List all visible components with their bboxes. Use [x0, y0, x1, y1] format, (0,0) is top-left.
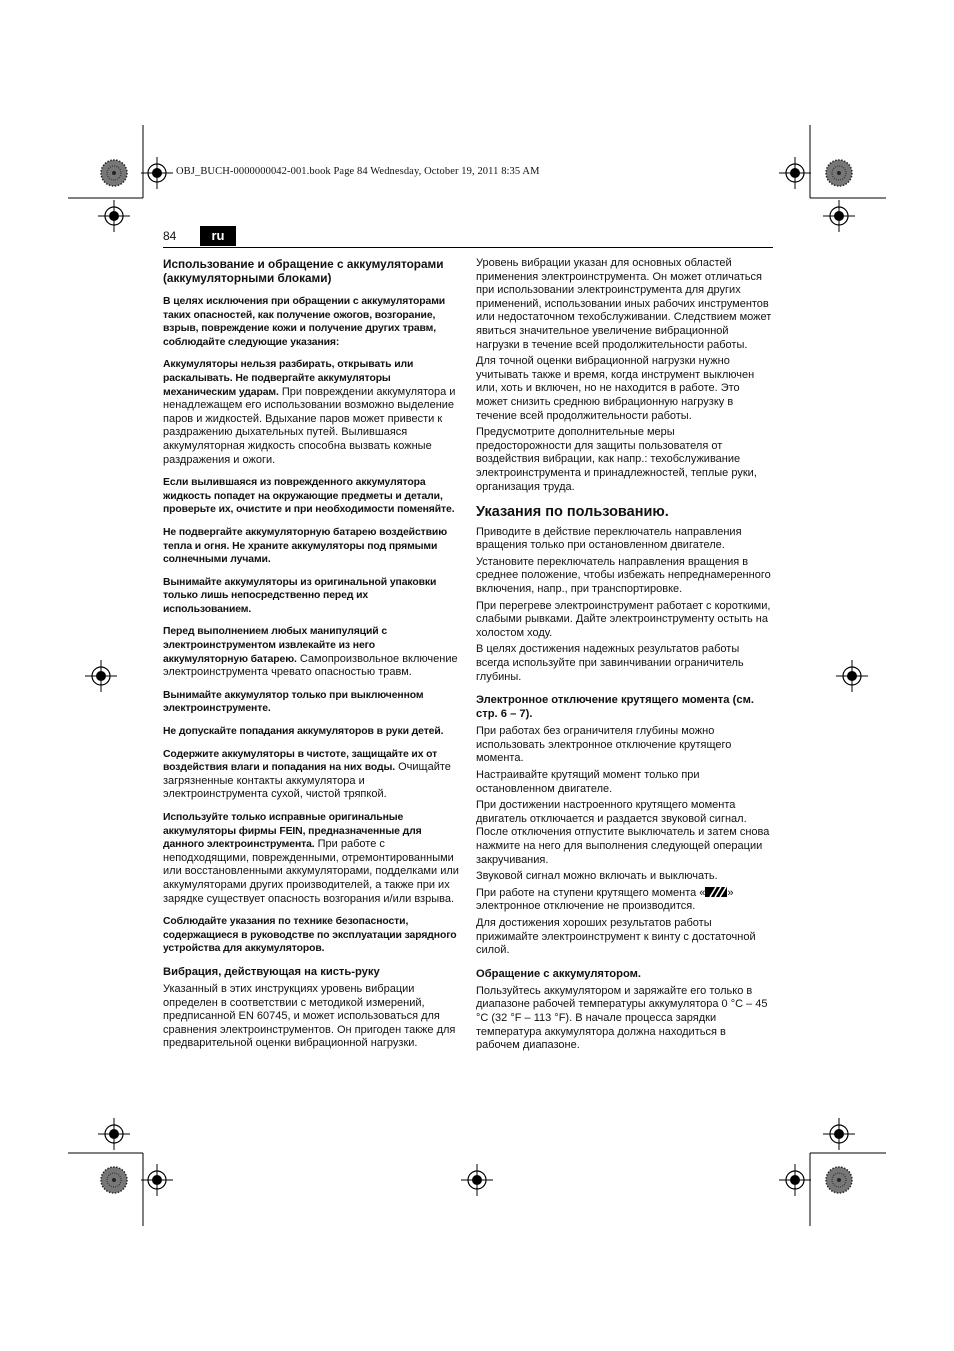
vibration-paragraph-1: Уровень вибрации указан для основных областей применения электроинструмента. Он может отличаться при использовании электроинструмента для других применений, использовании иных рабочих инструментов или недостаточном техобслуживании. Следствием может явиться значительное увеличение вибрационной нагрузки в течение всей продолжительности работы.: [476, 257, 772, 351]
paragraph-7: Не допускайте попадания аккумуляторов в руки детей.: [163, 726, 444, 738]
paragraph-3: Не подвергайте аккумуляторную батарею воздействию тепла и огня. Не храните аккумуляторы под прямыми солнечными лучами.: [163, 526, 447, 566]
paragraph-9: Используйте только исправные оригинальные аккумуляторы фирмы FEIN, предназначенные для данного электроинструмента. При работе с неподходящими, поврежденными, отремонтированными или восстановленными аккумуляторами, подделками или аккумуляторами других производителей, а также при их зарядке существует опасность возгорания и/или взрыва.: [163, 812, 459, 905]
vibration-paragraph-3: Предусмотрите дополнительные меры предосторожности для защиты пользователя от воздействия вибрации, как напр.: техобслуживание электроинструмента и принадлежностей, теплые руки, организация труда.: [476, 426, 757, 493]
registration-mark-icon: [779, 1164, 811, 1196]
registration-mark-icon: [141, 157, 173, 189]
paragraph-5: Перед выполнением любых манипуляций с электроинструментом извлекайте из него аккумуляторную батарею. Самопроизвольное включение электроинструмента чревато опасностью травм.: [163, 626, 458, 679]
paragraph-4: Вынимайте аккумуляторы из оригинальной упаковки только лишь непосредственно перед их использованием.: [163, 576, 437, 615]
color-wheel-icon: [101, 160, 127, 186]
battery-heading: Обращение с аккумулятором.: [476, 967, 642, 980]
intro-paragraph: В целях исключения при обращении с аккумуляторами таких опасностей, как получение ожогов, возгорание, взрыв, повреждение кожи и получение других травм, соблюдайте следующие указания:: [163, 296, 446, 348]
paragraph-8: Содержите аккумуляторы в чистоте, защищайте их от воздействия влаги и попадания на них воды. Очищайте загрязненные контакты аккумулятора и электроинструмента сухой, чистой тряпкой.: [163, 748, 451, 801]
paragraph-2: Если вылившаяся из поврежденного аккумулятора жидкость попадет на окружающие предметы и детали, проверьте их, очистите и при необходимости поменяйте.: [163, 477, 455, 516]
registration-mark-icon: [823, 1118, 855, 1150]
usage-paragraph-1: Приводите в действие переключатель направления вращения только при остановленном двигателе.: [476, 525, 742, 552]
registration-mark-icon: [779, 157, 811, 189]
torque-paragraph-2: Настраивайте крутящий момент только при остановленном двигателе.: [476, 769, 700, 795]
vibration-text: Указанный в этих инструкциях уровень вибрации определен в соответствии с методикой измерений, предписанной EN 60745, и может использоваться для сравнения электроинструментов. Он пригоден также для предварительной оценки вибрационной нагрузки.: [163, 982, 456, 1050]
battery-paragraph: Пользуйтесь аккумулятором и заряжайте его только в диапазоне рабочей температуры аккумулятора 0 °C – 45 °C (32 °F – 113 °F). В начале процесса зарядки температура аккумулятора должна находиться в рабочем диапазоне.: [476, 984, 768, 1052]
registration-mark-icon: [461, 1164, 493, 1196]
registration-mark-icon: [836, 660, 868, 692]
torque-stage-icon: [705, 887, 727, 897]
paragraph-10: Соблюдайте указания по технике безопасности, содержащиеся в руководстве по эксплуатации зарядного устройства для аккумуляторов.: [163, 916, 457, 955]
right-column: [476, 257, 772, 1056]
torque-paragraph-1: При работах без ограничителя глубины можно использовать электронное отключение крутящего момента.: [476, 725, 732, 765]
torque-paragraph-6: Для достижения хороших результатов работы прижимайте электроинструмент к винту с достаточной силой.: [476, 916, 756, 957]
left-column: [163, 257, 459, 1054]
registration-mark-icon: [85, 660, 117, 692]
book-info-header: OBJ_BUCH-0000000042-001.book Page 84 Wednesday, October 19, 2011 8:35 AM: [176, 166, 540, 177]
section-title-batteries: Использование и обращение с аккумуляторами (аккумуляторными блоками): [163, 257, 444, 285]
torque-paragraph-4: Звуковой сигнал можно включать и выключать.: [476, 870, 718, 883]
usage-paragraph-4: В целях достижения надежных результатов работы всегда используйте при завинчивании ограничитель глубины.: [476, 643, 744, 683]
vibration-heading: Вибрация, действующая на кисть-руку: [163, 965, 380, 978]
registration-mark-icon: [98, 1118, 130, 1150]
usage-paragraph-3: При перегреве электроинструмент работает с короткими, слабыми рывками. Дайте электроинструменту остыть на холостом ходу.: [476, 599, 771, 639]
page-number: 84: [163, 229, 177, 243]
header-rule: [163, 247, 773, 248]
color-wheel-icon: [826, 160, 852, 186]
torque-paragraph-5: При работе на ступени крутящего момента « » электронное отключение не производится.: [476, 886, 734, 913]
registration-mark-icon: [823, 200, 855, 232]
registration-mark-icon: [141, 1164, 173, 1196]
torque-heading: Электронное отключение крутящего момента (см. стр. 6 – 7).: [476, 694, 754, 721]
language-badge: ru: [200, 226, 236, 246]
registration-mark-icon: [98, 200, 130, 232]
torque-paragraph-3: При достижении настроенного крутящего момента двигатель отключается и раздается звуковой сигнал. После отключения отпустите выключатель и затем снова нажмите на него для выполнения следующей операции закручивания.: [476, 799, 770, 866]
color-wheel-icon: [826, 1167, 852, 1193]
vibration-paragraph-2: Для точной оценки вибрационной нагрузки нужно учитывать также и время, когда инструмент выключен или, хоть и включен, но не находится в работе. Это может снизить среднюю вибрационную нагрузку в течение всей продолжительности работы.: [476, 355, 755, 422]
usage-heading: Указания по пользованию.: [476, 504, 669, 521]
color-wheel-icon: [101, 1167, 127, 1193]
paragraph-1: Аккумуляторы нельзя разбирать, открывать или раскалывать. Не подвергайте аккумуляторы механическим ударам. При повреждении аккумулятора и ненадлежащем его использовании возможно выделение паров и жидкостей. Вдыхание паров может привести к раздражению дыхательных путей. Вылившаяся аккумуляторная жидкость способна вызвать кожные раздражения и ожоги.: [163, 359, 456, 466]
paragraph-6: Вынимайте аккумулятор только при выключенном электроинструменте.: [163, 689, 424, 715]
usage-paragraph-2: Установите переключатель направления вращения в среднее положение, чтобы избежать непреднамеренного включения, напр., при транспортировке.: [476, 555, 771, 596]
